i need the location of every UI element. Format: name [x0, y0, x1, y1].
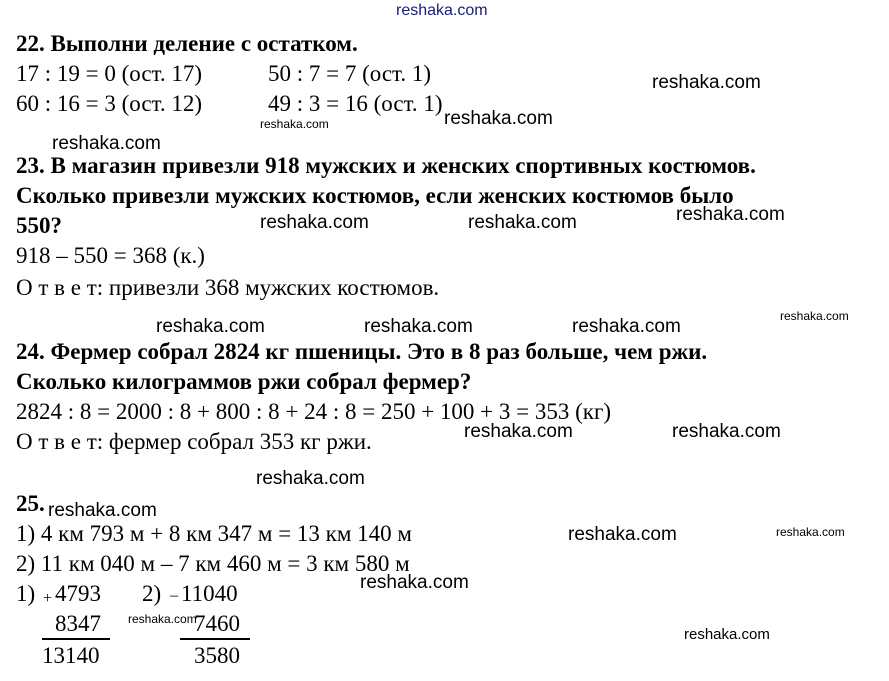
watermark: reshaka.com — [256, 468, 365, 489]
col2-sign: – — [170, 587, 178, 604]
task23-solution: 918 – 550 = 368 (к.) — [16, 243, 205, 268]
task25-line1: 1) 4 км 793 м + 8 км 347 м = 13 км 140 м — [16, 521, 412, 546]
watermark-top: reshaka.com — [396, 2, 488, 19]
task22-row1-a: 17 : 19 = 0 (ост. 17) — [16, 61, 203, 86]
watermark: reshaka.com — [156, 316, 265, 337]
task24-answer: О т в е т: фермер собрал 353 кг ржи. — [16, 429, 372, 454]
col2-result: 3580 — [194, 643, 240, 668]
watermark: reshaka.com — [468, 212, 577, 233]
task24-title-1: 24. Фермер собрал 2824 кг пшеницы. Это в 8 раз больше, чем ржи. — [16, 339, 708, 364]
task25-title: 25. — [16, 491, 45, 516]
watermark: reshaka.com — [780, 309, 849, 323]
task22-row2-a: 60 : 16 = 3 (ост. 12) — [16, 91, 203, 116]
task24-title-2: Сколько килограммов ржи собрал фермер? — [16, 369, 472, 394]
col1-sign: + — [43, 590, 53, 607]
col1-bottom: 8347 — [55, 611, 101, 636]
watermark: reshaka.com — [52, 133, 161, 154]
task22-row2-b: 49 : 3 = 16 (ост. 1) — [268, 91, 443, 116]
watermark: reshaka.com — [684, 626, 770, 643]
watermark: reshaka.com — [676, 204, 785, 225]
watermark: reshaka.com — [260, 212, 369, 233]
task25-line2: 2) 11 км 040 м – 7 км 460 м = 3 км 580 м — [16, 551, 410, 576]
task22-row1-b: 50 : 7 = 7 (ост. 1) — [268, 61, 432, 86]
task23-title-1: 23. В магазин привезли 918 мужских и женских спортивных костюмов. — [16, 153, 756, 178]
task23-title-2: Сколько привезли мужских костюмов, если женских костюмов было — [16, 183, 734, 208]
task23-title-3: 550? — [16, 213, 62, 238]
col1-label: 1) — [16, 581, 36, 606]
watermark: reshaka.com — [568, 524, 677, 545]
col1-result: 13140 — [42, 643, 100, 668]
col1-line — [42, 638, 110, 640]
watermark: reshaka.com — [464, 421, 573, 442]
watermark: reshaka.com — [128, 612, 197, 626]
watermark: reshaka.com — [364, 316, 473, 337]
col2-top: 11040 — [181, 581, 238, 606]
task24-solution: 2824 : 8 = 2000 : 8 + 800 : 8 + 24 : 8 = 250 + 100 + 3 = 353 (кг) — [16, 399, 612, 424]
watermark: reshaka.com — [652, 72, 761, 93]
col2-label: 2) — [142, 581, 162, 606]
col1-top: 4793 — [55, 581, 101, 606]
watermark: reshaka.com — [572, 316, 681, 337]
col2-bottom: 7460 — [194, 611, 240, 636]
task23-answer: О т в е т: привезли 368 мужских костюмов. — [16, 275, 440, 300]
col2-line — [180, 638, 250, 640]
watermark: reshaka.com — [48, 500, 157, 521]
task22-title: 22. Выполни деление с остатком. — [16, 31, 358, 56]
watermark: reshaka.com — [776, 525, 845, 539]
watermark: reshaka.com — [672, 421, 781, 442]
watermark: reshaka.com — [360, 572, 469, 593]
watermark: reshaka.com — [260, 117, 329, 131]
watermark: reshaka.com — [444, 108, 553, 129]
